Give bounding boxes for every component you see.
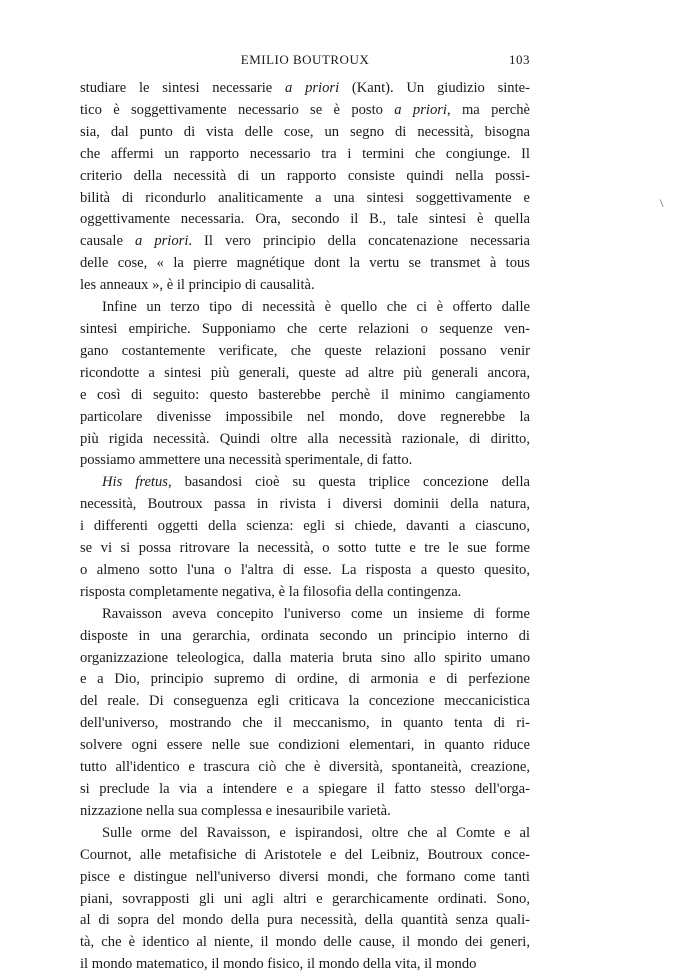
text-line: i differenti oggetti della scienza: egli si chiede, davanti a ciascuno, — [80, 518, 530, 535]
text-line: possiamo ammettere una necessità sperimentale, di fatto. — [80, 452, 413, 469]
text-line: che affermi un rapporto necessario tra i termini che congiunge. Il — [80, 145, 530, 162]
paragraph — [80, 297, 530, 472]
text-line: Infine un terzo tipo di necessità è quello che ci è offerto dalle — [102, 299, 530, 316]
paragraph — [80, 823, 530, 976]
text-line: se vi si possa ritrovare la necessità, o sotto tutte e tre le sue forme — [80, 540, 530, 557]
text-line: tico è soggettivamente necessario se è posto a priori, ma perchè — [80, 101, 530, 118]
text-line: bilità di ricondurlo analiticamente a una sintesi soggettivamente e — [80, 189, 530, 206]
text-line: tà, che è identico al niente, il mondo delle cause, il mondo dei generi, — [80, 934, 530, 951]
text-line: si preclude la via a intendere e a spiegare il fatto stesso dell'orga- — [80, 781, 530, 797]
body-text — [80, 78, 530, 976]
text-line: del reale. Di conseguenza egli criticava la concezione meccanicistica — [80, 693, 530, 710]
text-line: Sulle orme del Ravaisson, e ispirandosi, oltre che al Comte e al — [102, 824, 530, 841]
running-head — [80, 52, 530, 72]
text-line: Cournot, alle metafisiche di Aristotele e del Leibniz, Boutroux conce- — [80, 846, 530, 863]
text-line: piani, sovrapposti gli uni agli altri e gerarchicamente ordinati. Sono, — [80, 890, 530, 907]
text-line: pisce e distingue nell'universo diversi mondi, che formano come tanti — [80, 868, 530, 885]
page-number: 103 — [509, 52, 530, 67]
italic-text: a priori — [134, 233, 189, 250]
text-line: Ravaisson aveva concepito l'universo come un insieme di forme — [102, 605, 530, 622]
text-line: causale a priori. Il vero principio della concatenazione necessaria — [80, 233, 530, 250]
text-line: il mondo matematico, il mondo fisico, il mondo della vita, il mondo — [80, 956, 477, 973]
text-line: e a Dio, principio supremo di ordine, di armonia e di perfezione — [80, 671, 530, 688]
text-line: organizzazione teleologica, dalla materia bruta sino allo spirito umano — [80, 649, 530, 666]
running-title: EMILIO BOUTROUX — [240, 52, 370, 67]
text-line: solvere ogni essere nelle sue condizioni elementari, in quanto riduce — [80, 737, 530, 754]
text-line: al di sopra del mondo della pura necessità, della quantità senza quali- — [80, 912, 530, 929]
text-line: e così di seguito: questo basterebbe perchè il minimo cangiamento — [80, 386, 530, 403]
text-line: sintesi empiriche. Supponiamo che certe relazioni o sequenze ven- — [80, 320, 530, 337]
text-line: studiare le sintesi necessarie a priori (Kant). Un giudizio sinte- — [80, 80, 530, 96]
text-line: les anneaux », è il principio di causalità. — [80, 277, 315, 294]
text-line: delle cose, « la pierre magnétique dont la vertu se transmet à tous — [80, 255, 530, 272]
text-line: necessità, Boutroux passa in rivista i diversi dominii della natura, — [80, 496, 530, 513]
text-line: particolare divenisse impossibile nel mondo, dove regnerebbe la — [80, 408, 530, 425]
margin-mark-icon: \ — [660, 196, 664, 210]
text-line: ricondotte a sintesi più generali, queste ad altre più generali ancora, — [80, 364, 530, 381]
text-line: disposte in una gerarchia, ordinata secondo un principio interno di — [80, 627, 530, 644]
paragraph — [80, 604, 530, 823]
text-line: più rigida necessità. Quindi oltre alla necessità razionale, di diritto, — [80, 430, 530, 447]
paragraph — [80, 78, 530, 297]
text-line: oggettivamente necessaria. Ora, secondo il B., tale sintesi è quella — [80, 211, 530, 228]
paragraph — [80, 472, 530, 603]
text-line: sia, dal punto di vista delle cose, un segno di necessità, bisogna — [80, 123, 530, 140]
text-line: risposta completamente negativa, è la filosofia della contingenza. — [80, 583, 462, 600]
text-line: dell'universo, mostrando che il meccanismo, in quanto tenta di ri- — [80, 715, 530, 732]
italic-text: a priori — [285, 80, 340, 96]
text-line: nizzazione nella sua complessa e inesauribile varietà. — [80, 802, 391, 819]
text-line: tutto all'identico e trascura ciò che è diversità, spontaneità, creazione, — [80, 759, 530, 776]
text-line: gano costantemente verificate, che queste relazioni possano venir — [80, 342, 530, 359]
text-line: criterio della necessità di un rapporto consiste quindi nella possi- — [80, 167, 530, 184]
text-line: o almeno sotto l'una o l'altra di esse. La risposta a questo quesito, — [80, 561, 530, 578]
italic-text: a priori — [394, 101, 447, 118]
text-line: His fretus, basandosi cioè su questa triplice concezione della — [102, 474, 530, 491]
italic-text: His fretus — [102, 474, 168, 491]
